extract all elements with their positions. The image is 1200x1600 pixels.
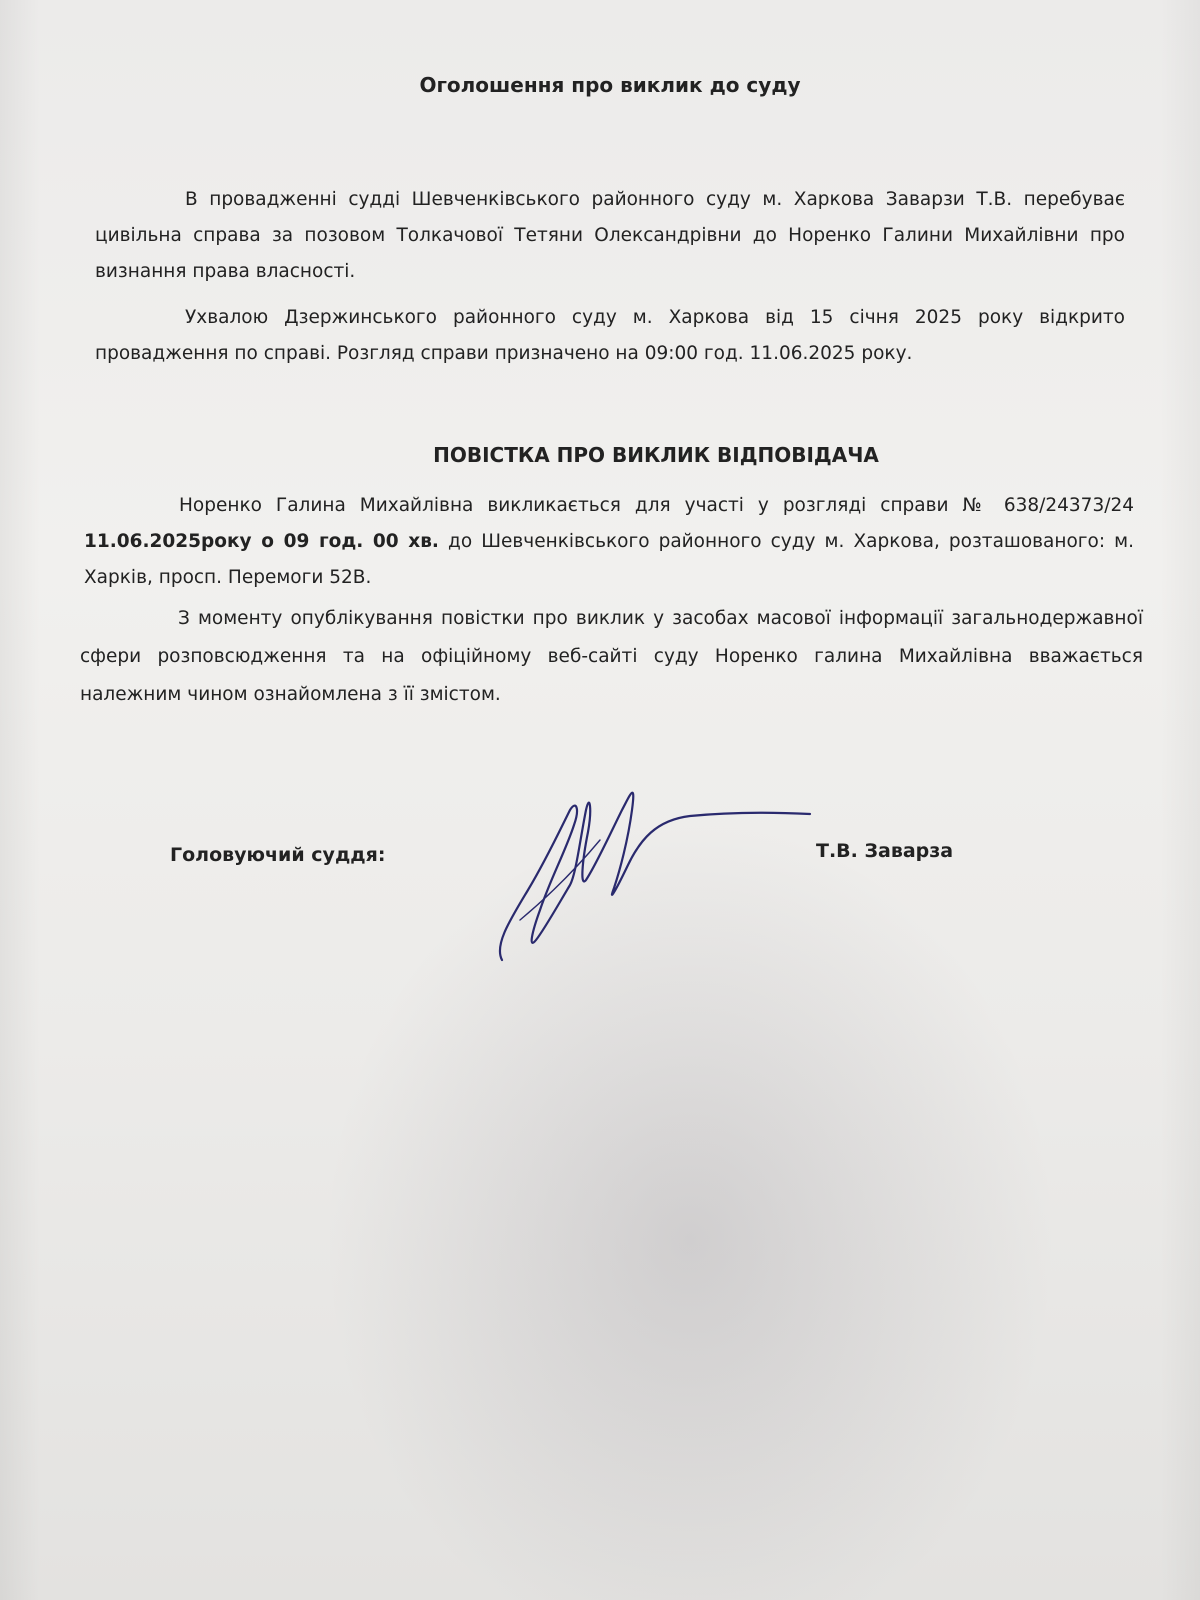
judge-name: Т.В. Заварза — [816, 840, 954, 862]
summons-title: ПОВІСТКА ПРО ВИКЛИК ВІДПОВІДАЧА — [433, 443, 879, 467]
paragraph-case-info: В провадженні судді Шевченківського районного суду м. Харкова Заварзи Т.В. перебуває цивільна справа за позовом Толкачової Тетяни Олександрівни до Норенко Галини Михайлівни про визнання права власності. — [95, 189, 1125, 282]
page-shadow-right — [1160, 0, 1200, 1600]
summons-text-2: до Шевченківського районного суду м. Харкова, розташованого: м. Харків, просп. Перемоги 52В. — [84, 531, 1134, 588]
document-title: Оголошення про виклик до суду — [419, 73, 801, 97]
paragraph-notice: З моменту опублікування повістки про виклик у засобах масової інформації загальнодержавної сфери розповсюдження та на офіційному веб-сайті суду Норенко галина Михайлівна вважається належним чином ознайомлена з її змістом. — [80, 608, 1143, 705]
summons-datetime: 11.06.2025року о 09 год. 00 хв. — [84, 531, 439, 552]
summons-text-1: Норенко Галина Михайлівна викликається для участі у розгляді справи № 638/24373/24 — [179, 495, 1134, 516]
page-shadow-left — [0, 0, 40, 1600]
judge-label: Головуючий суддя: — [170, 844, 386, 866]
paragraph-summons — [84, 488, 1134, 596]
handwritten-signature — [480, 770, 820, 970]
paragraph-ruling: Ухвалою Дзержинського районного суду м. Харкова від 15 січня 2025 року відкрито провадження по справі. Розгляд справи призначено на 09:00 год. 11.06.2025 року. — [95, 307, 1125, 364]
